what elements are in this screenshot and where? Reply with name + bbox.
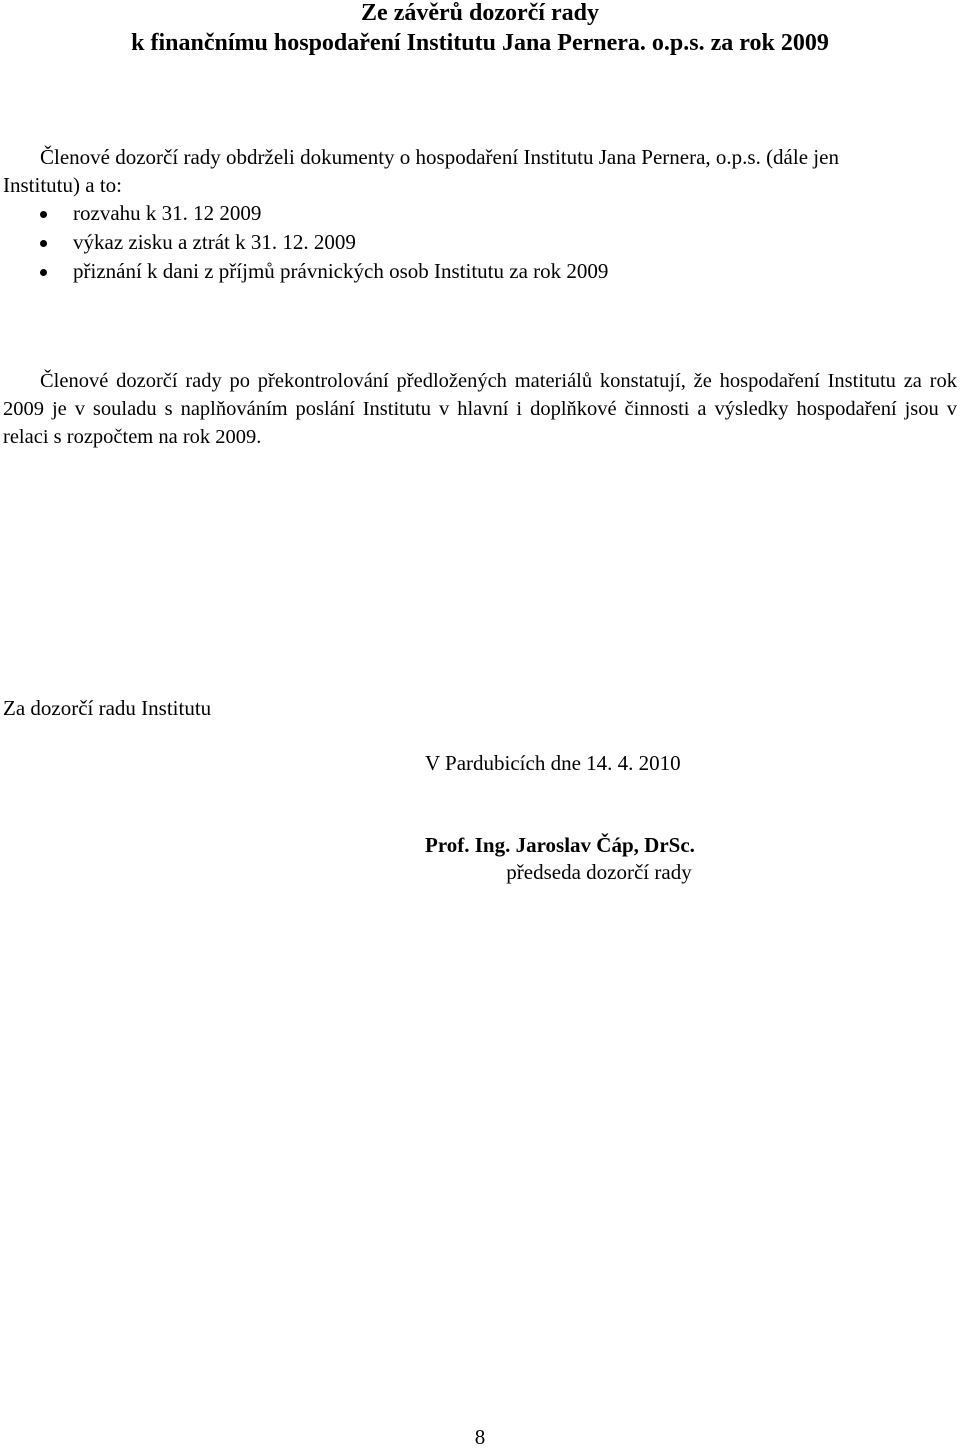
page-number: 8: [474, 1425, 486, 1449]
conclusion-paragraph: [3, 367, 957, 451]
signer-name: Prof. Ing. Jaroslav Čáp, DrSc.: [425, 833, 695, 857]
signer-role: předseda dozorčí rady: [506, 860, 692, 884]
bullet-icon: [40, 269, 47, 276]
signature-on-behalf: Za dozorčí radu Institutu: [3, 696, 212, 720]
document-title-line-1: Ze závěrů dozorčí rady: [361, 0, 599, 26]
bullet-icon: [40, 211, 47, 218]
bullet-icon: [40, 240, 47, 247]
list-item-text: výkaz zisku a ztrát k 31. 12. 2009: [73, 230, 356, 254]
list-item-text: přiznání k dani z příjmů právnických osob Institutu za rok 2009: [73, 259, 609, 283]
document-title-line-2: k finančnímu hospodaření Institutu Jana Pernera. o.p.s. za rok 2009: [131, 30, 829, 56]
intro-text-line-2: Institutu) a to:: [3, 173, 122, 197]
list-item-text: rozvahu k 31. 12 2009: [73, 201, 262, 225]
signature-place-date: V Pardubicích dne 14. 4. 2010: [425, 751, 681, 775]
conclusion-text: Členové dozorčí rady po překontrolování předložených materiálů konstatují, že hospodaření Institutu za rok 2009 je v souladu s naplňováním poslání Institutu v hlavní i doplňkové činnosti a výsledky hospodaření jsou v relaci s rozpočtem na rok 2009.: [3, 370, 957, 448]
intro-text-line-1: Členové dozorčí rady obdrželi dokumenty o hospodaření Institutu Jana Pernera, o.p.s. (dále jen: [40, 145, 839, 169]
